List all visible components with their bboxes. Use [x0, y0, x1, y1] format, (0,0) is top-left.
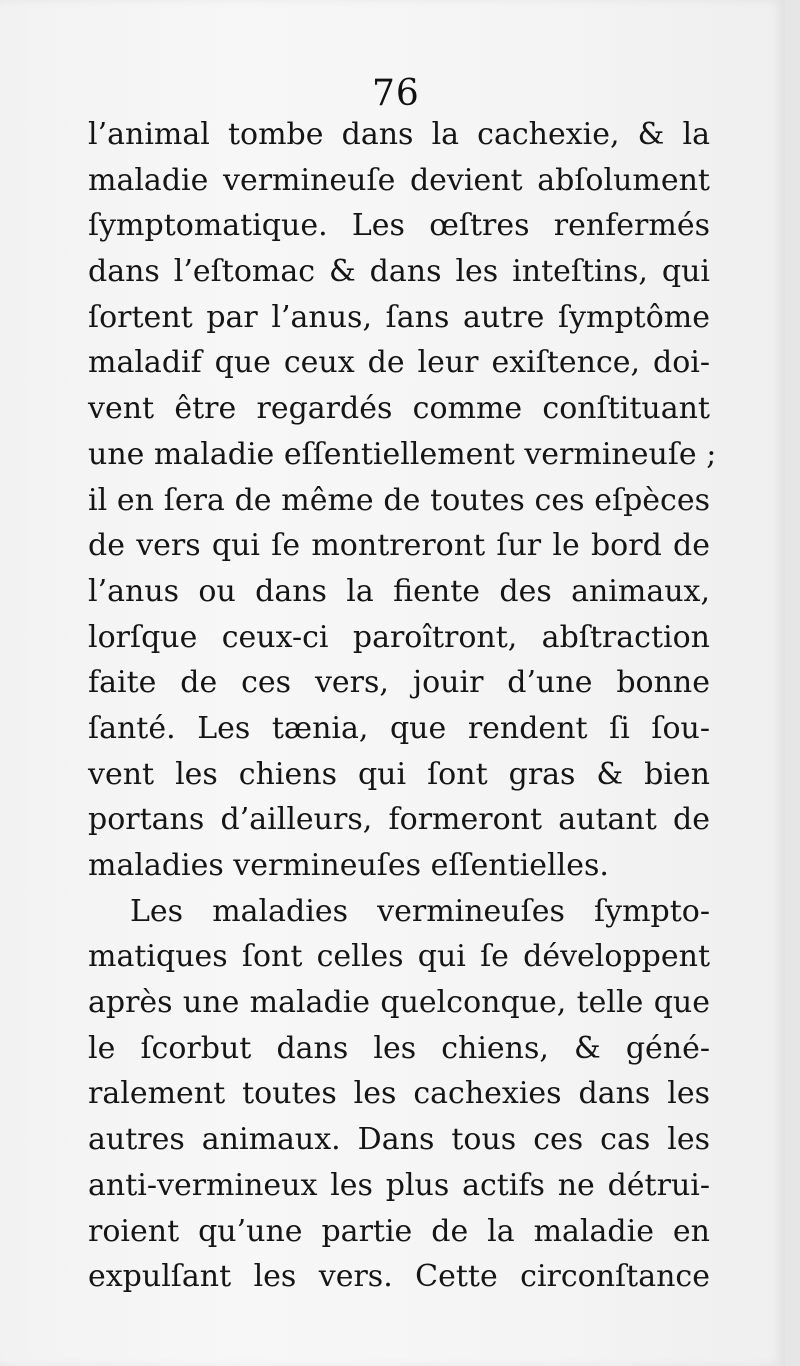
- text-line: maladies vermineuſes eſſentielles.: [88, 848, 609, 883]
- text-line: autres animaux. Dans tous ces cas les: [88, 1122, 710, 1158]
- page-number: 76: [372, 73, 420, 114]
- text-line: ſymptomatique. Les œſtres renfermés: [88, 208, 710, 244]
- text-line: maladie vermineuſe devient abſolument: [88, 162, 710, 198]
- text-line: ſanté. Les tænia, que rendent ſi ſou-: [88, 710, 710, 746]
- text-line: ralement toutes les cachexies dans les: [88, 1076, 710, 1112]
- body-text: [88, 112, 717, 1300]
- text-line: expulſant les vers. Cette circonſtance: [88, 1259, 710, 1295]
- text-line: il en ſera de même de toutes ces eſpèces: [88, 482, 710, 518]
- text-line: l’anus ou dans la fiente des animaux,: [88, 573, 710, 609]
- text-line: le ſcorbut dans les chiens, & géné-: [88, 1030, 710, 1066]
- text-line: Les maladies vermineuſes ſympto-: [130, 893, 710, 929]
- text-line: vent les chiens qui ſont gras & bien: [88, 756, 710, 792]
- text-line: anti-vermineux les plus actifs ne détrui-: [88, 1167, 710, 1203]
- text-line: portans d’ailleurs, formeront autant de: [88, 802, 710, 838]
- text-line: une maladie eſſentiellement vermineuſe ;: [88, 436, 717, 472]
- text-line: roient qu’une partie de la maladie en: [88, 1213, 710, 1249]
- text-line: maladif que ceux de leur exiſtence, doi-: [88, 345, 710, 381]
- text-line: ſortent par l’anus, ſans autre ſymptôme: [88, 299, 710, 335]
- text-line: de vers qui ſe montreront ſur le bord de: [88, 528, 710, 564]
- text-line: faite de ces vers, jouir d’une bonne: [88, 665, 710, 701]
- text-line: l’animal tombe dans la cachexie, & la: [88, 117, 710, 152]
- text-line: matiques ſont celles qui ſe développent: [88, 939, 710, 975]
- text-line: après une maladie quelconque, telle que: [88, 985, 710, 1021]
- text-line: lorſque ceux-ci paroîtront, abſtraction: [88, 619, 710, 655]
- page-edge: [785, 0, 800, 1366]
- text-line: vent être regardés comme conſtituant: [88, 391, 710, 427]
- text-line: dans l’eſtomac & dans les inteſtins, qui: [88, 254, 710, 290]
